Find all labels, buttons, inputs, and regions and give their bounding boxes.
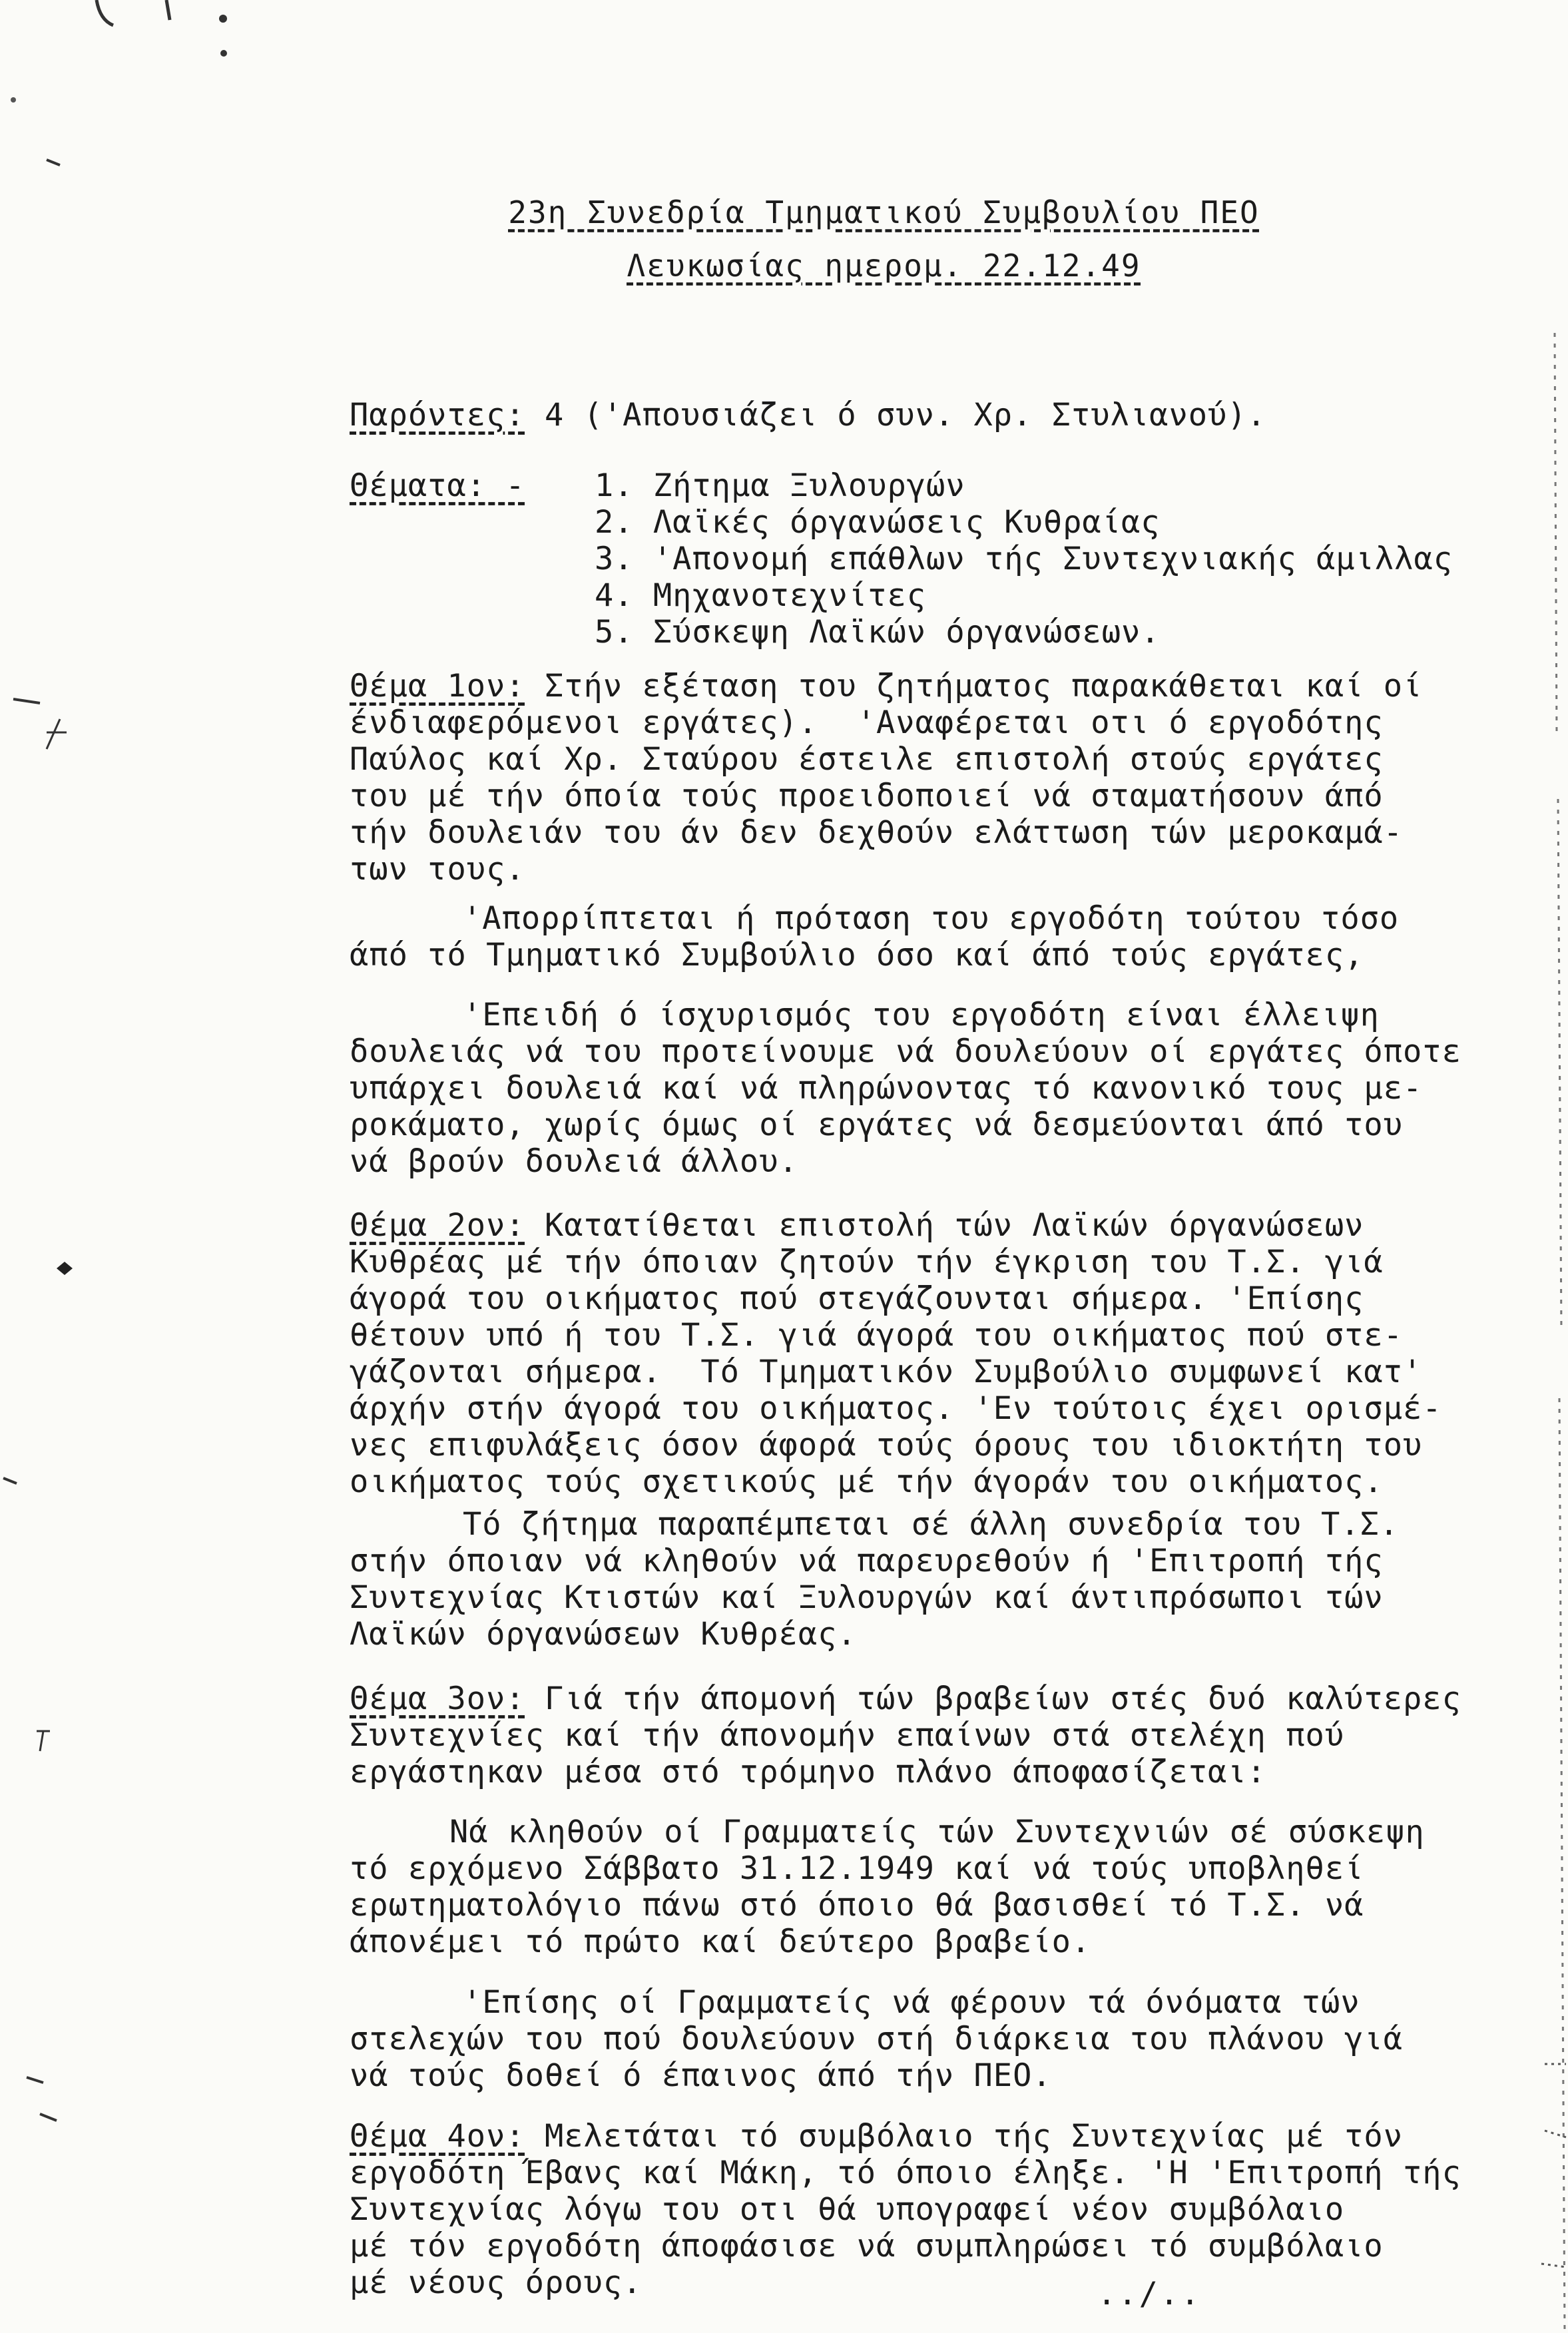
scan-artifact-left xyxy=(0,133,87,2330)
text-line: Συντεχνίας Κτιστών καί Ξυλουργών καί άντιπρόσωποι τών xyxy=(350,1579,1384,1616)
text-line: νες επιφυλάξεις όσον άφορά τούς όρους του ιδιοκτήτη του xyxy=(350,1427,1423,1463)
title-line-2: Λευκωσίας ημερομ. 22.12.49 xyxy=(627,248,1141,284)
text-line: νά βρούν δουλειά άλλου. xyxy=(350,1143,798,1180)
topic-4-label: Θέμα 4ον: xyxy=(350,2118,525,2155)
topic-1-section xyxy=(350,668,1535,888)
text-line: ερωτηματολόγιο πάνω στό όποιο θά βασισθεί τό Τ.Σ. νά xyxy=(350,1887,1364,1924)
topics-label: Θέματα: - xyxy=(350,467,525,504)
topic-3-section xyxy=(350,1681,1535,1790)
text-line: Κυθρέας μέ τήν όποιαν ζητούν τήν έγκριση του Τ.Σ. γιά xyxy=(350,1244,1384,1280)
topic-item: 4. Μηχανοτεχνίτες xyxy=(595,577,927,614)
text-line: μέ νέους όρους. xyxy=(350,2264,643,2301)
text-line: νά τούς δοθεί ό έπαινος άπό τήν ΠΕΟ. xyxy=(350,2057,1052,2094)
topic-item: 5. Σύσκεψη Λαϊκών όργανώσεων. xyxy=(595,614,1161,650)
text-line: οικήματος τούς σχετικούς μέ τήν άγοράν του οικήματος. xyxy=(350,1463,1384,1500)
text-line: Μελετάται τό συμβόλαιο τής Συντεχνίας μέ τόν xyxy=(525,2118,1404,2155)
present-section xyxy=(350,397,1535,433)
topic-1-label: Θέμα 1ον: xyxy=(350,668,525,704)
document-subtitle xyxy=(0,248,1568,284)
text-line: 'Επειδή ό ίσχυρισμός του εργοδότη είναι έλλειψη xyxy=(463,997,1380,1033)
text-line: εργοδότη Έβανς καί Μάκη, τό όποιο έληξε. 'Η 'Επιτροπή τής xyxy=(350,2155,1461,2191)
text-line: ένδιαφερόμενοι εργάτες). 'Αναφέρεται οτι ό εργοδότης xyxy=(350,704,1384,741)
present-label: Παρόντες: xyxy=(350,397,525,433)
topics-list xyxy=(595,467,1453,650)
text-line: Στήν εξέταση του ζητήματος παρακάθεται καί οί xyxy=(525,668,1423,704)
text-line: άπό τό Τμηματικό Συμβούλιο όσο καί άπό τούς εργάτες, xyxy=(350,937,1364,973)
text-line: Τό ζήτημα παραπέμπεται σέ άλλη συνεδρία του Τ.Σ. xyxy=(463,1506,1400,1543)
text-line: Γιά τήν άπομονή τών βραβείων στές δυό καλύτερες xyxy=(525,1681,1461,1717)
topic-1-paragraph-3 xyxy=(350,997,1535,1180)
present-text: 4 ('Απουσιάζει ό συν. Χρ. Στυλιανού). xyxy=(525,397,1266,433)
text-line: των τους. xyxy=(350,851,525,888)
text-line: στελεχών του πού δουλεύουν στή διάρκεια του πλάνου γιά xyxy=(350,2021,1404,2057)
text-line: ροκάματο, χωρίς όμως οί εργάτες νά δεσμεύονται άπό του xyxy=(350,1107,1404,1143)
text-line: Παύλος καί Χρ. Σταύρου έστειλε επιστολή στούς εργάτες xyxy=(350,741,1384,778)
text-line: του μέ τήν όποία τούς προειδοποιεί νά σταματήσουν άπό xyxy=(350,778,1384,814)
topic-item: 1. Ζήτημα Ξυλουργών xyxy=(595,467,965,504)
text-line: 'Απορρίπτεται ή πρόταση του εργοδότη τούτου τόσο xyxy=(463,900,1400,937)
topic-2-label: Θέμα 2ον: xyxy=(350,1207,525,1244)
text-line: υπάρχει δουλειά καί νά πληρώνοντας τό κανονικό τους με- xyxy=(350,1070,1423,1107)
text-line: στήν όποιαν νά κληθούν νά παρευρεθούν ή 'Επιτροπή τής xyxy=(350,1543,1384,1579)
continuation-marker: ../.. xyxy=(1097,2276,1202,2312)
text-line: άγορά του οικήματος πού στεγάζουνται σήμερα. 'Επίσης xyxy=(350,1280,1364,1317)
text-line: Νά κληθούν οί Γραμματείς τών Συντεχνιών σέ σύσκεψη xyxy=(449,1814,1425,1850)
topic-4-section xyxy=(350,2118,1535,2301)
text-line: 'Επίσης οί Γραμματείς νά φέρουν τά όνόματα τών xyxy=(463,1984,1360,2021)
scan-artifact-topleft xyxy=(0,0,240,133)
text-line: άρχήν στήν άγορά του οικήματος. 'Εν τούτοις έχει ορισμέ- xyxy=(350,1390,1442,1427)
topic-item: 3. 'Απονομή επάθλων τής Συντεχνιακής άμιλλας xyxy=(595,541,1453,577)
text-line: τό ερχόμενο Σάββατο 31.12.1949 καί νά τούς υποβληθεί xyxy=(350,1850,1364,1887)
text-line: θέτουν υπό ή του Τ.Σ. γιά άγορά του οικήματος πού στε- xyxy=(350,1317,1404,1354)
topic-3-label: Θέμα 3ον: xyxy=(350,1681,525,1717)
text-line: δουλειάς νά του προτείνουμε νά δουλεύουν οί εργάτες όποτε xyxy=(350,1033,1461,1070)
text-line: άπονέμει τό πρώτο καί δεύτερο βραβείο. xyxy=(350,1924,1091,1960)
title-line-1: 23η Συνεδρία Τμηματικού Συμβουλίου ΠΕΟ xyxy=(508,194,1260,230)
text-line: Συντεχνίες καί τήν άπονομήν επαίνων στά στελέχη πού xyxy=(350,1717,1345,1754)
text-line: Συντεχνίας λόγω του οτι θά υπογραφεί νέον συμβόλαιο xyxy=(350,2191,1345,2228)
text-line: Κατατίθεται επιστολή τών Λαϊκών όργανώσεων xyxy=(525,1207,1364,1244)
topic-item: 2. Λαϊκές όργανώσεις Κυθραίας xyxy=(595,504,1161,541)
topic-3-paragraph-2 xyxy=(350,1814,1535,1960)
text-line: Λαϊκών όργανώσεων Κυθρέας. xyxy=(350,1616,857,1653)
text-line: εργάστηκαν μέσα στό τρόμηνο πλάνο άποφασίζεται: xyxy=(350,1754,1266,1790)
topic-2-paragraph-2 xyxy=(350,1506,1535,1653)
text-line: γάζονται σήμερα. Τό Τμηματικόν Συμβούλιο συμφωνεί κατ' xyxy=(350,1354,1423,1390)
topic-2-section xyxy=(350,1207,1535,1500)
text-line: μέ τόν εργοδότη άποφάσισε νά συμπληρώσει τό συμβόλαιο xyxy=(350,2228,1384,2264)
document-title xyxy=(0,194,1568,230)
topic-1-paragraph-2 xyxy=(350,900,1535,973)
text-line: τήν δουλειάν του άν δεν δεχθούν ελάττωση τών μεροκαμά- xyxy=(350,814,1404,851)
topic-3-paragraph-3 xyxy=(350,1984,1535,2094)
